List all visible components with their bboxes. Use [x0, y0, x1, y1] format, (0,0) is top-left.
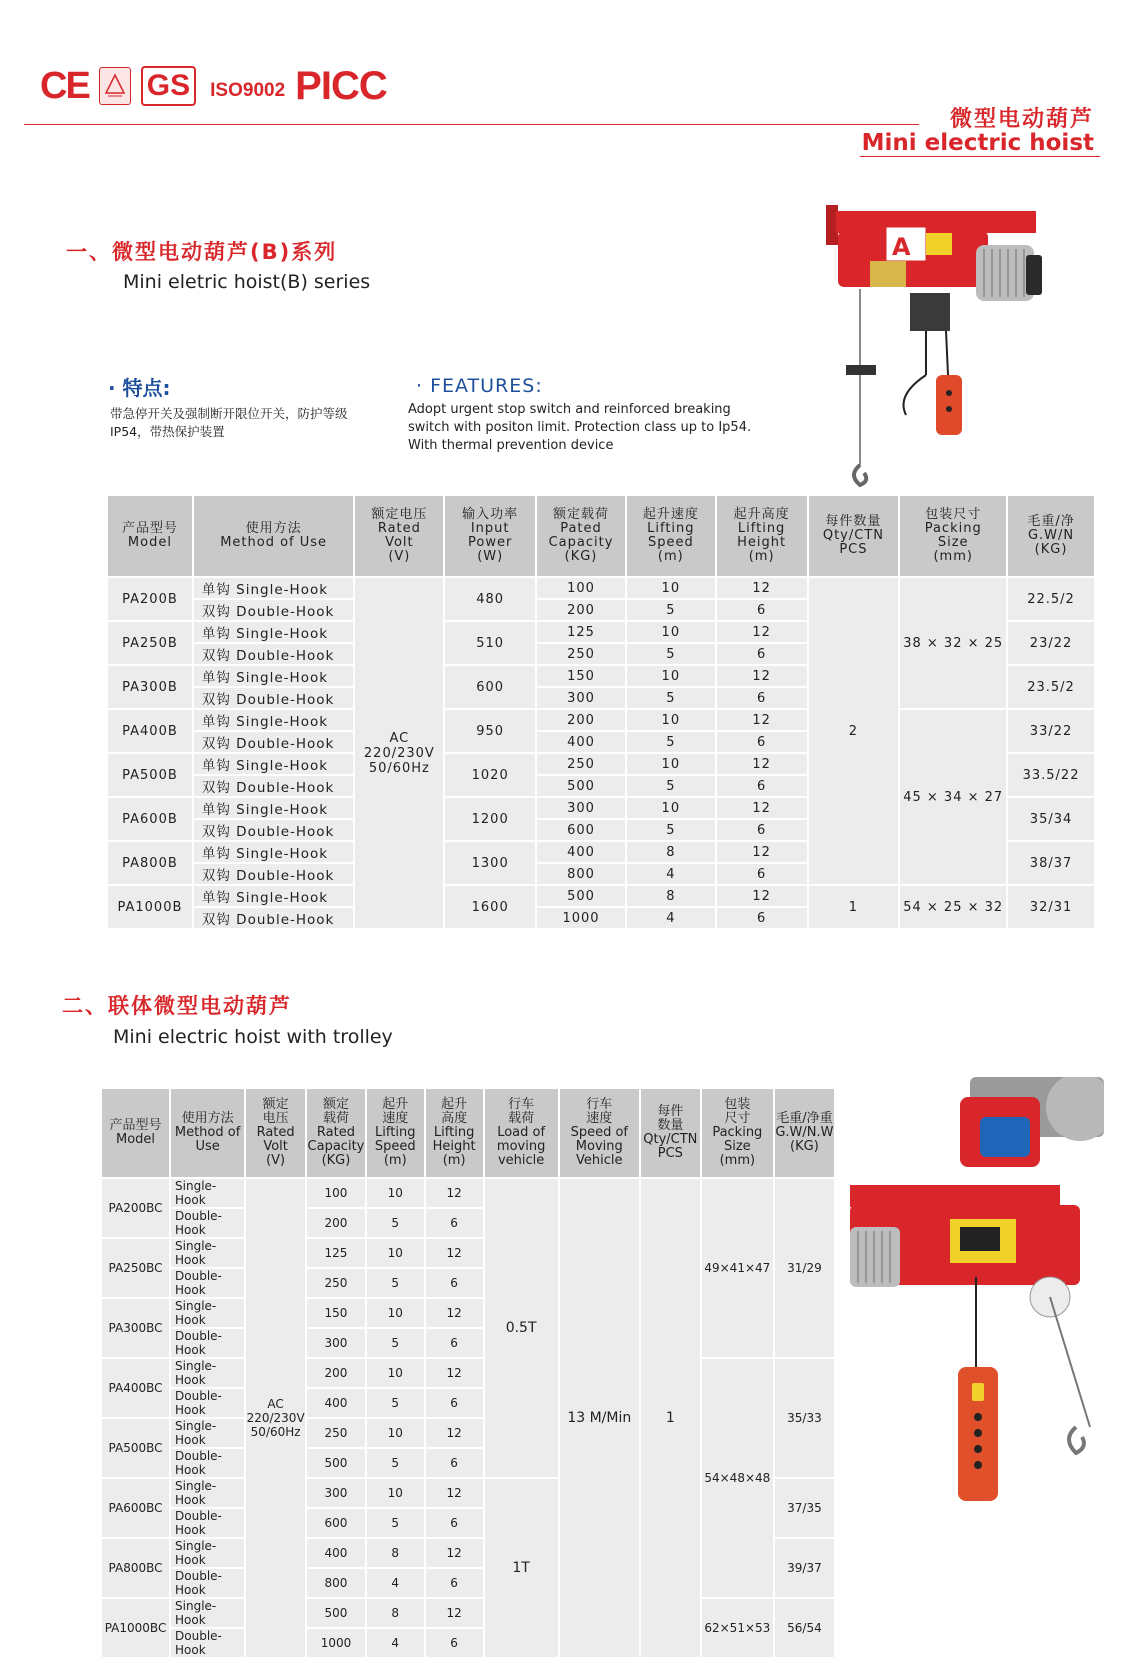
speed-cell: 10 [626, 577, 716, 599]
height-cell: 12 [716, 797, 808, 819]
model-cell: PA300B [107, 665, 193, 709]
speed-cell: 4 [626, 907, 716, 929]
col-weight: 毛重/净 G.W/N (KG) [1007, 495, 1095, 577]
capacity-cell: 250 [306, 1418, 366, 1448]
table-row [107, 885, 1095, 907]
capacity-cell: 400 [306, 1538, 366, 1568]
speed-cell: 4 [366, 1568, 425, 1598]
features-cn-text: 带急停开关及强制断开限位开关，防护等级IP54，带热保护装置 [110, 406, 348, 439]
table-row [101, 1358, 835, 1388]
hoist-product-image [826, 205, 1070, 495]
model-cell: PA1000B [107, 885, 193, 929]
capacity-cell: 100 [536, 577, 626, 599]
height-cell: 6 [716, 643, 808, 665]
capacity-cell: 800 [306, 1568, 366, 1598]
height-cell: 12 [716, 577, 808, 599]
method-cell: 单钩 Single-Hook [193, 841, 355, 863]
weight-cell: 38/37 [1007, 841, 1095, 885]
packing-cell: 54 × 25 × 32 [899, 885, 1007, 929]
speed-cell: 10 [366, 1418, 425, 1448]
method-cell: 双钩 Double-Hook [193, 731, 355, 753]
volt-cell: AC 220/230V 50/60Hz [245, 1178, 306, 1658]
capacity-cell: 400 [536, 841, 626, 863]
col-volt: 额定 电压 Rated Volt (V) [245, 1088, 306, 1178]
model-cell: PA250BC [101, 1238, 170, 1298]
qty-cell: 1 [640, 1178, 701, 1658]
col-height: 起升高度 Lifting Height (m) [716, 495, 808, 577]
capacity-cell: 300 [306, 1478, 366, 1508]
col-method: 使用方法 Method of Use [170, 1088, 245, 1178]
weight-cell: 33.5/22 [1007, 753, 1095, 797]
speed-cell: 5 [626, 731, 716, 753]
method-cell: Double-Hook [170, 1268, 245, 1298]
col-volt: 额定电压 Rated Volt (V) [354, 495, 444, 577]
speed-cell: 4 [626, 863, 716, 885]
height-cell: 12 [716, 885, 808, 907]
model-cell: PA800B [107, 841, 193, 885]
col-speed: 起升速度 Lifting Speed (m) [626, 495, 716, 577]
capacity-cell: 600 [306, 1508, 366, 1538]
weight-cell: 33/22 [1007, 709, 1095, 753]
capacity-cell: 600 [536, 819, 626, 841]
height-cell: 12 [716, 753, 808, 775]
power-cell: 1200 [444, 797, 536, 841]
speed-cell: 8 [366, 1538, 425, 1568]
model-cell: PA600B [107, 797, 193, 841]
speed-cell: 5 [366, 1448, 425, 1478]
height-cell: 12 [716, 665, 808, 687]
section2-title-cn: 二、联体微型电动葫芦 [62, 994, 292, 1018]
picc-mark: PICC [295, 63, 387, 108]
capacity-cell: 500 [306, 1448, 366, 1478]
weight-cell: 37/35 [774, 1478, 835, 1538]
model-cell: PA400BC [101, 1358, 170, 1418]
method-cell: Single-Hook [170, 1238, 245, 1268]
speed-cell: 10 [366, 1178, 425, 1208]
height-cell: 6 [425, 1568, 484, 1598]
method-cell: 双钩 Double-Hook [193, 863, 355, 885]
speed-cell: 10 [366, 1478, 425, 1508]
capacity-cell: 150 [536, 665, 626, 687]
method-cell: Double-Hook [170, 1628, 245, 1658]
col-method: 使用方法 Method of Use [193, 495, 355, 577]
model-cell: PA600BC [101, 1478, 170, 1538]
model-cell: PA500BC [101, 1418, 170, 1478]
speed-cell: 5 [366, 1208, 425, 1238]
height-cell: 6 [716, 687, 808, 709]
height-cell: 12 [425, 1598, 484, 1628]
section1-title-cn: 一、微型电动葫芦(B)系列 [66, 240, 338, 264]
model-cell: PA200B [107, 577, 193, 621]
capacity-cell: 300 [536, 687, 626, 709]
qty-cell: 2 [808, 577, 900, 885]
packing-cell: 45 × 34 × 27 [899, 709, 1007, 885]
table-header-row [107, 495, 1095, 577]
table-row [107, 577, 1095, 599]
model-cell: PA200BC [101, 1178, 170, 1238]
height-cell: 12 [716, 709, 808, 731]
speed-cell: 10 [626, 621, 716, 643]
capacity-cell: 800 [536, 863, 626, 885]
capacity-cell: 125 [306, 1238, 366, 1268]
gs-mark: GS [141, 66, 196, 106]
packing-cell: 49×41×47 [701, 1178, 774, 1358]
height-cell: 6 [425, 1328, 484, 1358]
height-cell: 6 [716, 775, 808, 797]
height-cell: 6 [716, 863, 808, 885]
height-cell: 6 [716, 907, 808, 929]
capacity-cell: 400 [306, 1388, 366, 1418]
features-en-title: · FEATURES: [416, 375, 543, 397]
method-cell: Double-Hook [170, 1508, 245, 1538]
weight-cell: 35/34 [1007, 797, 1095, 841]
iso-mark: ISO9002 [210, 80, 286, 101]
trolley-hoist-product-image [850, 1077, 1104, 1542]
weight-cell: 31/29 [774, 1178, 835, 1358]
header-rule [24, 124, 919, 125]
page-title-en: Mini electric hoist [861, 130, 1094, 156]
speed-cell: 10 [626, 797, 716, 819]
height-cell: 12 [716, 621, 808, 643]
col-vehicle-load: 行车 载荷 Load of moving vehicle [484, 1088, 559, 1178]
method-cell: 单钩 Single-Hook [193, 709, 355, 731]
capacity-cell: 500 [536, 885, 626, 907]
method-cell: 单钩 Single-Hook [193, 621, 355, 643]
model-cell: PA500B [107, 753, 193, 797]
volt-cell: AC 220/230V 50/60Hz [354, 577, 444, 929]
height-cell: 12 [425, 1478, 484, 1508]
col-capacity: 额定 载荷 Rated Capacity (KG) [306, 1088, 366, 1178]
qty-cell: 1 [808, 885, 900, 929]
weight-cell: 56/54 [774, 1598, 835, 1658]
table-row [107, 709, 1095, 731]
speed-cell: 5 [366, 1328, 425, 1358]
method-cell: 单钩 Single-Hook [193, 797, 355, 819]
weight-cell: 23/22 [1007, 621, 1095, 665]
capacity-cell: 100 [306, 1178, 366, 1208]
method-cell: 单钩 Single-Hook [193, 753, 355, 775]
col-power: 输入功率 Input Power (W) [444, 495, 536, 577]
capacity-cell: 1000 [306, 1628, 366, 1658]
trolley-spec-table [100, 1087, 836, 1659]
speed-cell: 5 [366, 1388, 425, 1418]
height-cell: 12 [425, 1358, 484, 1388]
speed-cell: 8 [626, 841, 716, 863]
col-height: 起升 高度 Lifting Height (m) [425, 1088, 484, 1178]
method-cell: Single-Hook [170, 1598, 245, 1628]
method-cell: Double-Hook [170, 1568, 245, 1598]
weight-cell: 22.5/2 [1007, 577, 1095, 621]
capacity-cell: 200 [306, 1208, 366, 1238]
height-cell: 6 [425, 1388, 484, 1418]
height-cell: 12 [425, 1238, 484, 1268]
features-cn-title: · 特点: [108, 376, 171, 400]
col-vehicle-speed: 行车 速度 Speed of Moving Vehicle [559, 1088, 640, 1178]
method-cell: Single-Hook [170, 1358, 245, 1388]
method-cell: Double-Hook [170, 1208, 245, 1238]
height-cell: 6 [425, 1268, 484, 1298]
capacity-cell: 150 [306, 1298, 366, 1328]
packing-cell: 38 × 32 × 25 [899, 577, 1007, 709]
col-packing: 包装 尺寸 Packing Size (mm) [701, 1088, 774, 1178]
speed-cell: 4 [366, 1628, 425, 1658]
capacity-cell: 250 [306, 1268, 366, 1298]
col-model: 产品型号 Model [101, 1088, 170, 1178]
col-qty: 每件 数量 Qty/CTN PCS [640, 1088, 701, 1178]
height-cell: 6 [716, 599, 808, 621]
height-cell: 6 [425, 1448, 484, 1478]
speed-cell: 10 [626, 753, 716, 775]
power-cell: 510 [444, 621, 536, 665]
packing-cell: 62×51×53 [701, 1598, 774, 1658]
safety-mark-icon [99, 67, 131, 105]
col-capacity: 额定载荷 Pated Capacity (KG) [536, 495, 626, 577]
col-model: 产品型号 Model [107, 495, 193, 577]
section1-title-en: Mini eletric hoist(B) series [123, 271, 371, 293]
title-underline [860, 156, 1100, 157]
speed-cell: 5 [626, 819, 716, 841]
col-packing: 包装尺寸 Packing Size (mm) [899, 495, 1007, 577]
method-cell: 双钩 Double-Hook [193, 819, 355, 841]
table-row [101, 1598, 835, 1628]
capacity-cell: 400 [536, 731, 626, 753]
capacity-cell: 250 [536, 753, 626, 775]
capacity-cell: 500 [536, 775, 626, 797]
height-cell: 6 [425, 1508, 484, 1538]
speed-cell: 5 [626, 775, 716, 797]
speed-cell: 5 [626, 687, 716, 709]
speed-cell: 10 [626, 709, 716, 731]
speed-cell: 5 [626, 643, 716, 665]
capacity-cell: 500 [306, 1598, 366, 1628]
capacity-cell: 300 [536, 797, 626, 819]
series-b-spec-table [106, 494, 1096, 930]
method-cell: 双钩 Double-Hook [193, 599, 355, 621]
method-cell: 双钩 Double-Hook [193, 687, 355, 709]
speed-cell: 10 [366, 1298, 425, 1328]
capacity-cell: 300 [306, 1328, 366, 1358]
method-cell: Double-Hook [170, 1448, 245, 1478]
capacity-cell: 125 [536, 621, 626, 643]
model-cell: PA400B [107, 709, 193, 753]
weight-cell: 39/37 [774, 1538, 835, 1598]
model-cell: PA1000BC [101, 1598, 170, 1658]
col-weight: 毛重/净重 G.W/N.W (KG) [774, 1088, 835, 1178]
features-en-text: Adopt urgent stop switch and reinforced breaking switch with positon limit. Protection class up to Ip54. With thermal prevention device [408, 402, 752, 453]
speed-cell: 10 [366, 1358, 425, 1388]
weight-cell: 23.5/2 [1007, 665, 1095, 709]
page-title-cn: 微型电动葫芦 [949, 107, 1094, 132]
speed-cell: 10 [366, 1238, 425, 1268]
capacity-cell: 250 [536, 643, 626, 665]
method-cell: Double-Hook [170, 1388, 245, 1418]
height-cell: 12 [425, 1298, 484, 1328]
vehicle-speed-cell: 13 M/Min [559, 1178, 640, 1658]
capacity-cell: 200 [536, 709, 626, 731]
power-cell: 600 [444, 665, 536, 709]
model-cell: PA300BC [101, 1298, 170, 1358]
method-cell: Single-Hook [170, 1418, 245, 1448]
method-cell: 单钩 Single-Hook [193, 577, 355, 599]
power-cell: 1020 [444, 753, 536, 797]
capacity-cell: 200 [536, 599, 626, 621]
method-cell: Single-Hook [170, 1298, 245, 1328]
capacity-cell: 200 [306, 1358, 366, 1388]
col-speed: 起升 速度 Lifting Speed (m) [366, 1088, 425, 1178]
speed-cell: 5 [366, 1508, 425, 1538]
power-cell: 950 [444, 709, 536, 753]
height-cell: 12 [425, 1178, 484, 1208]
table-header-row [101, 1088, 835, 1178]
speed-cell: 5 [366, 1268, 425, 1298]
weight-cell: 32/31 [1007, 885, 1095, 929]
method-cell: 双钩 Double-Hook [193, 643, 355, 665]
packing-cell: 54×48×48 [701, 1358, 774, 1598]
power-cell: 1600 [444, 885, 536, 929]
method-cell: Single-Hook [170, 1538, 245, 1568]
col-qty: 每件数量 Qty/CTN PCS [808, 495, 900, 577]
method-cell: Double-Hook [170, 1328, 245, 1358]
method-cell: 双钩 Double-Hook [193, 907, 355, 929]
power-cell: 480 [444, 577, 536, 621]
speed-cell: 10 [626, 665, 716, 687]
height-cell: 6 [425, 1208, 484, 1238]
model-cell: PA250B [107, 621, 193, 665]
certification-logos [40, 60, 387, 112]
svg-text:A: A [892, 233, 911, 261]
method-cell: Single-Hook [170, 1478, 245, 1508]
speed-cell: 8 [626, 885, 716, 907]
model-cell: PA800BC [101, 1538, 170, 1598]
height-cell: 12 [425, 1418, 484, 1448]
capacity-cell: 1000 [536, 907, 626, 929]
weight-cell: 35/33 [774, 1358, 835, 1478]
section2-title-en: Mini electric hoist with trolley [113, 1026, 393, 1048]
height-cell: 6 [716, 731, 808, 753]
method-cell: 单钩 Single-Hook [193, 885, 355, 907]
height-cell: 6 [716, 819, 808, 841]
height-cell: 12 [716, 841, 808, 863]
power-cell: 1300 [444, 841, 536, 885]
speed-cell: 8 [366, 1598, 425, 1628]
method-cell: 单钩 Single-Hook [193, 665, 355, 687]
ce-mark: CE [40, 64, 89, 107]
table-row [101, 1178, 835, 1208]
method-cell: 双钩 Double-Hook [193, 775, 355, 797]
height-cell: 12 [425, 1538, 484, 1568]
vehicle-load-cell: 1T [484, 1478, 559, 1658]
vehicle-load-cell: 0.5T [484, 1178, 559, 1478]
speed-cell: 5 [626, 599, 716, 621]
method-cell: Single-Hook [170, 1178, 245, 1208]
height-cell: 6 [425, 1628, 484, 1658]
